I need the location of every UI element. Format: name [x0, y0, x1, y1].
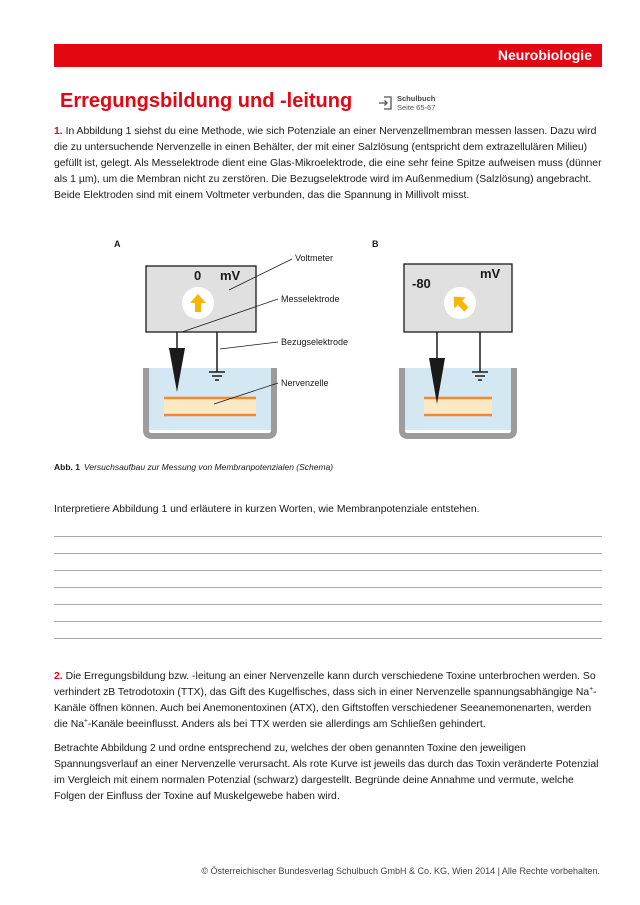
- book-pages: Seite 65-67: [397, 103, 436, 112]
- task2-instruction: Betrachte Abbildung 2 und ordne entsprechend zu, welches der oben genannten Toxine den jeweiligen Spannungsverlauf an einer Nervenzelle verursacht. Als rote Kurve ist jeweils das durch das Toxin veränderte Potenzial im Vergleich mit einem normalen Potenzial (schwarz) dargestellt. Begründe deine Annahme und vermute, welche Folgen der Einfluss der Toxine auf Muskelgewebe haben wird.: [54, 743, 599, 802]
- voltmeter-b: [404, 264, 512, 332]
- voltmeter-unit-b: mV: [480, 266, 501, 281]
- task1-paragraph: [54, 124, 602, 204]
- figure1-caption: [54, 462, 333, 472]
- voltmeter-a: [146, 266, 256, 332]
- page-title: Erregungsbildung und -leitung: [60, 90, 353, 112]
- vessel-b: [402, 368, 514, 436]
- nerve-cell-label: Nervenzelle: [281, 378, 329, 388]
- question1: Interpretiere Abbildung 1 und erläutere in kurzen Worten, wie Membranpotenziale entstehen.: [54, 504, 480, 515]
- task2-number: 2.: [54, 671, 63, 682]
- answer-line[interactable]: [54, 638, 602, 639]
- answer-line[interactable]: [54, 553, 602, 554]
- voltmeter-label: Voltmeter: [295, 253, 334, 263]
- nerve-cell-b: [424, 398, 492, 415]
- na-superscript: +: [84, 717, 88, 725]
- book-link-icon: [378, 96, 393, 110]
- subject-label: Neurobiologie: [497, 47, 592, 63]
- book-reference: [378, 94, 458, 114]
- panel-a-label: A: [114, 239, 121, 249]
- answer-line[interactable]: [54, 604, 602, 605]
- task2-text-part2: -Kanäle öffnen können. Auch bei Anemonentoxinen (ATX), den Giftstoffen verschiedener Seeanemonenarten, werden die Na: [54, 687, 597, 730]
- na-superscript: +: [589, 685, 594, 693]
- figure1-diagram: [54, 232, 602, 452]
- nerve-cell-a: [164, 398, 256, 415]
- answer-line[interactable]: [54, 621, 602, 622]
- copyright-footer: © Österreichischer Bundesverlag Schulbuch GmbH & Co. KG, Wien 2014 | Alle Rechte vorbehalten.: [201, 866, 600, 876]
- book-label: Schulbuch: [397, 94, 436, 103]
- task2-text-part3: -Kanäle beeinflusst. Anders als bei TTX werden sie allerdings am Schließen gehindert.: [87, 719, 486, 730]
- voltmeter-value-b: -80: [412, 276, 431, 291]
- reference-electrode-label: Bezugselektrode: [281, 337, 349, 347]
- voltmeter-unit-a: mV: [220, 268, 241, 283]
- voltmeter-value-a: 0: [194, 268, 202, 283]
- caption-text: Versuchsaufbau zur Messung von Membranpotenzialen (Schema): [83, 462, 334, 472]
- answer-line[interactable]: [54, 587, 602, 588]
- vessel-a: [146, 368, 274, 436]
- caption-title: Abb. 1: [54, 462, 80, 472]
- task1-text: In Abbildung 1 siehst du eine Methode, wie sich Potenziale an einer Nervenzellmembran messen lassen. Dazu wird die zu untersuchende Nervenzelle in einen Behälter, der mit einer Salzlösung (entspricht dem extrazellulären Milieu) gefüllt ist, gelegt. Als Messelektrode dient eine Glas-Mikroelektrode, die eine sehr feine Spitze aufweisen muss (dünner als 1 µm), um die Membran nicht zu zerstören. Die Bezugselektrode wird im Außenmedium (Salzlösung) angebracht. Beide Elektroden sind mit einem Voltmeter verbunden, das die Spannung in Millivolt misst.: [54, 126, 602, 201]
- task2-text-part1: Die Erregungsbildung bzw. -leitung an einer Nervenzelle kann durch verschiedene Toxine unterbrochen werden. So verhindert zB Tetrodotoxin (TTX), das Gift des Kugelfisches, dass sich in einer Nervenzelle spannungsabhängige Na: [54, 671, 596, 698]
- header-banner: [54, 44, 602, 67]
- task1-number: 1.: [54, 126, 63, 137]
- task2-paragraph: [54, 669, 602, 733]
- measuring-electrode-label: Messelektrode: [281, 294, 340, 304]
- answer-line[interactable]: [54, 570, 602, 571]
- panel-b-label: B: [372, 239, 379, 249]
- answer-line[interactable]: [54, 536, 602, 537]
